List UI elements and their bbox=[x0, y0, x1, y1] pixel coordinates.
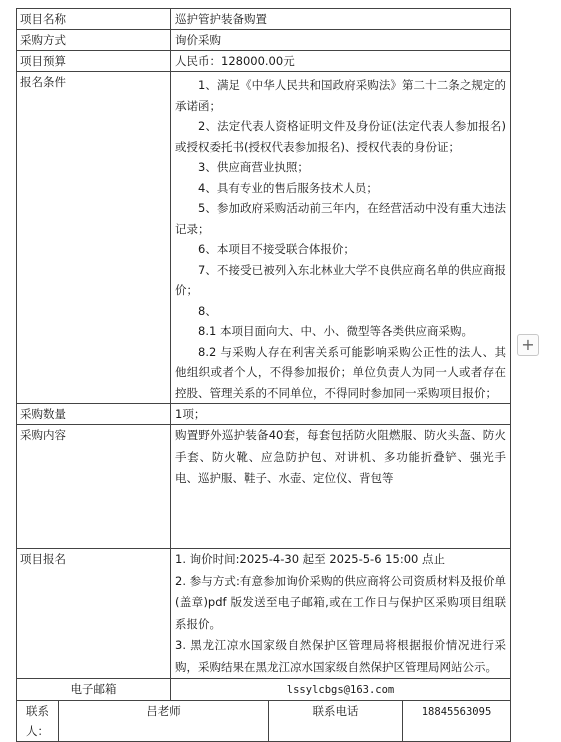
condition-item: 7、不接受已被列入东北林业大学不良供应商名单的供应商报价； bbox=[175, 262, 507, 297]
registration-list bbox=[171, 549, 511, 679]
row-project-name bbox=[17, 9, 511, 30]
conditions-list bbox=[171, 72, 511, 404]
condition-item: 4、具有专业的售后服务技术人员； bbox=[198, 180, 378, 195]
row-quantity bbox=[17, 404, 511, 425]
email-label: 电子邮箱 bbox=[17, 679, 171, 701]
project-name-value: 巡护管护装备购置 bbox=[171, 9, 511, 30]
condition-item: 2、法定代表人资格证明文件及身份证(法定代表人参加报名)或授权委托书(授权代表参加报名)、授权代表的身份证； bbox=[175, 119, 507, 154]
row-email bbox=[17, 679, 511, 701]
registration-item: 2. 参与方式:有意参加询价采购的供应商将公司资质材料及报价单(盖章)pdf 版发送至电子邮箱,或在工作日与保护区采购项目组联系报价。 bbox=[175, 573, 507, 631]
contact-label: 联系人： bbox=[17, 701, 59, 742]
content-text: 购置野外巡护装备40套，每套包括防火阻燃服、防火头盔、防火手套、防火靴、应急防护包、对讲机、多功能折叠铲、强光手电、巡护服、鞋子、水壶、定位仪、背包等 bbox=[175, 428, 507, 485]
content-value bbox=[171, 425, 511, 549]
registration-item: 1. 询价时间:2025-4-30 起至 2025-5-6 15:00 点止 bbox=[175, 552, 445, 566]
condition-item: 1、满足《中华人民共和国政府采购法》第二十二条之规定的承诺函； bbox=[175, 78, 507, 113]
row-content bbox=[17, 425, 511, 549]
budget-value: 人民币：128000.00元 bbox=[171, 51, 511, 72]
content-label: 采购内容 bbox=[17, 425, 171, 549]
condition-item: 8.1 本项目面向大、中、小、微型等各类供应商采购。 bbox=[198, 324, 473, 338]
registration-item: 3. 黑龙江凉水国家级自然保护区管理局将根据报价情况进行采购，采购结果在黑龙江凉水国家级自然保护区管理局网站公示。 bbox=[175, 638, 507, 674]
method-value: 询价采购 bbox=[171, 30, 511, 51]
budget-label: 项目预算 bbox=[17, 51, 171, 72]
condition-item: 8、 bbox=[198, 303, 217, 318]
conditions-label: 报名条件 bbox=[17, 72, 171, 404]
phone-value bbox=[403, 701, 511, 742]
row-budget bbox=[17, 51, 511, 72]
condition-item: 3、供应商营业执照； bbox=[198, 160, 309, 174]
row-method bbox=[17, 30, 511, 51]
procurement-table bbox=[16, 8, 511, 742]
row-conditions bbox=[17, 72, 511, 404]
registration-label: 项目报名 bbox=[17, 549, 171, 679]
phone-text: 18845563095 bbox=[421, 706, 492, 718]
project-name-label: 项目名称 bbox=[17, 9, 171, 30]
email-text[interactable]: lssylcbgs@163.com bbox=[286, 684, 395, 696]
add-button[interactable]: + bbox=[517, 334, 539, 356]
row-contact bbox=[17, 701, 511, 742]
condition-item: 5、参加政府采购活动前三年内，在经营活动中没有重大违法记录； bbox=[175, 201, 507, 236]
phone-label: 联系电话 bbox=[269, 701, 403, 742]
quantity-value: 1项； bbox=[171, 404, 511, 425]
quantity-label: 采购数量 bbox=[17, 404, 171, 425]
row-registration bbox=[17, 549, 511, 679]
email-value[interactable] bbox=[171, 679, 511, 701]
contact-value: 吕老师 bbox=[59, 701, 269, 742]
condition-item: 8.2 与采购人存在利害关系可能影响采购公正性的法人、其他组织或者个人，不得参加报价；单位负责人为同一人或者存在控股、管理关系的不同单位，不得同时参加同一采购项目报价； bbox=[175, 344, 507, 400]
method-label: 采购方式 bbox=[17, 30, 171, 51]
condition-item: 6、本项目不接受联合体报价； bbox=[198, 242, 355, 256]
